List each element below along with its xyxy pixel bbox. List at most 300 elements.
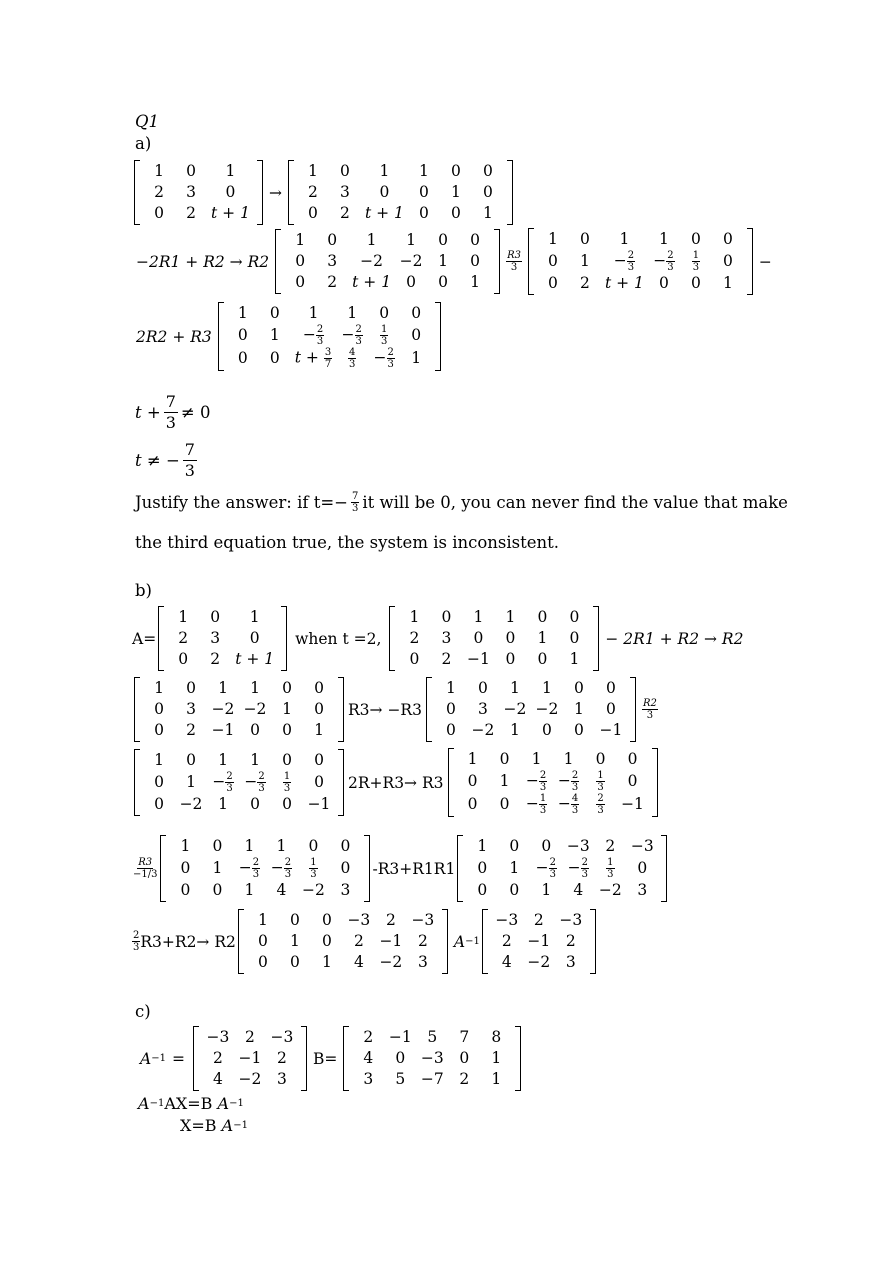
augmented-matrix: [448, 748, 658, 817]
matrix-cell: 0: [537, 608, 548, 626]
matrix-cell: 0: [450, 204, 461, 222]
matrix-cell: 2: [385, 911, 396, 929]
matrix-cell: − $\frac{2}{3}$: [653, 250, 674, 273]
matrix-cell: 0: [569, 608, 580, 626]
matrix-cell: 4: [501, 953, 512, 971]
matrix: [158, 606, 287, 671]
matrix-cell: 1: [244, 837, 255, 855]
matrix-cell: −3: [270, 1028, 294, 1046]
matrix-cell: 0: [250, 795, 260, 813]
matrix-cell: 0: [395, 1049, 406, 1067]
matrix-cell: 0: [722, 252, 733, 270]
matrix-cell: 0: [237, 349, 248, 367]
matrix-cell: 0: [289, 953, 300, 971]
matrix-cell: 0: [438, 273, 449, 291]
row-operation: −2R1 + R2 → R2: [136, 252, 270, 271]
matrix-cell: 7: [459, 1028, 470, 1046]
matrix-cell: $\frac{1}{3}$: [607, 857, 614, 880]
c-line2: X=B A −1: [180, 1116, 248, 1135]
matrix-cell: 0: [505, 629, 516, 647]
matrix-cell: 0: [509, 837, 520, 855]
matrix-cell: − $\frac{2}{3}$: [341, 324, 362, 347]
matrix-cell: 1: [406, 231, 417, 249]
matrix-cell: 0: [473, 629, 484, 647]
matrix-cell: 3: [417, 953, 428, 971]
right-bracket: [281, 606, 287, 671]
matrix-cell: 0: [321, 911, 332, 929]
matrix-cell: t + 1: [604, 274, 644, 292]
matrix-cell: 3: [210, 629, 221, 647]
matrix-cell: −1: [307, 795, 331, 813]
matrix-cell: 1: [477, 837, 488, 855]
matrix-cell: $\frac{4}{3}$: [349, 347, 356, 370]
matrix-cell: 2: [340, 204, 350, 222]
matrix-cell: 1: [250, 679, 260, 697]
matrix-cell: 0: [210, 608, 221, 626]
matrix-cell: 1: [237, 304, 248, 322]
matrix-cell: 1: [491, 1049, 502, 1067]
augmented-matrix: [275, 229, 500, 294]
matrix-cell: 1: [186, 773, 196, 791]
matrix-cell: $\frac{1}{3}$: [692, 250, 700, 273]
matrix-cell: −3: [566, 837, 590, 855]
right-bracket: [661, 835, 667, 902]
matrix-cell: 1: [218, 751, 228, 769]
matrix-cell: 0: [327, 231, 338, 249]
matrix-cell: − $\frac{2}{3}$: [270, 857, 292, 880]
matrix-cell: 2: [154, 183, 164, 201]
matrix-cell: −2: [535, 700, 559, 718]
matrix-cell: 3: [637, 881, 648, 899]
matrix-cell: 1: [249, 608, 260, 626]
matrix-cell: 1: [467, 750, 478, 768]
a-step2: [132, 228, 776, 295]
condition-1: t + $\frac{7}{3}$ ≠ 0: [135, 392, 211, 432]
matrix-cell: − $\frac{2}{3}$: [557, 770, 579, 793]
matrix-cell: 0: [606, 679, 616, 697]
matrix-cell: 0: [446, 700, 456, 718]
matrix-cell: 0: [314, 679, 324, 697]
matrix-cell: 4: [353, 953, 364, 971]
matrix-cell: 1: [563, 750, 574, 768]
matrix-cell: −3: [411, 911, 435, 929]
matrix-cell: 2: [245, 1028, 255, 1046]
augmented-matrix: [160, 835, 370, 902]
matrix-cell: 0: [225, 183, 236, 201]
justification-line-1: Justify the answer: if t=− $\frac{7}{3}$ it will be 0, you can never find the value that make: [135, 491, 788, 514]
matrix-cell: 2: [363, 1028, 374, 1046]
matrix-cell: −2: [503, 700, 527, 718]
matrix-cell: 1: [411, 349, 422, 367]
matrix-cell: 1: [580, 252, 590, 270]
matrix-cell: 2: [565, 932, 576, 950]
augmented-matrix: [218, 302, 441, 371]
matrix-cell: 0: [690, 274, 701, 292]
matrix-cell: 0: [180, 881, 191, 899]
matrix-cell: 1: [154, 162, 164, 180]
right-bracket: [338, 749, 344, 816]
matrix-cell: 0: [477, 859, 488, 877]
matrix-cell: $\frac{1}{3}$: [597, 770, 604, 793]
matrix-cell: 1: [438, 252, 449, 270]
matrix-cell: 0: [308, 837, 319, 855]
b-row5: $\frac{2}{3}$ R3+R2→ R2 1 0 0 −3 2 −3 0 1 0 2 −1 2 0 0 1 4 −2 3 A −1 −3 2 −3 2 −1 2 4 −2 3: [132, 909, 598, 974]
matrix-cell: 1: [499, 772, 510, 790]
right-bracket: [364, 835, 370, 902]
matrix-cell: 0: [340, 859, 351, 877]
matrix-cell: t + $\frac{3}{7}$: [294, 347, 332, 370]
matrix-cell: 1: [321, 953, 332, 971]
matrix-cell: 0: [627, 750, 638, 768]
right-bracket: [494, 229, 500, 294]
matrix-cell: 1: [308, 162, 318, 180]
matrix-cell: $\frac{1}{3}$: [381, 324, 388, 347]
matrix-cell: 0: [459, 1049, 470, 1067]
matrix-cell: 0: [250, 721, 260, 739]
matrix-cell: 1: [569, 650, 580, 668]
inverse-matrix: [193, 1026, 307, 1091]
matrix-cell: $\frac{1}{3}$: [283, 771, 291, 794]
matrix-cell: 0: [406, 273, 417, 291]
matrix-cell: 8: [491, 1028, 502, 1046]
matrix-cell: 4: [363, 1049, 374, 1067]
matrix-cell: 0: [308, 204, 318, 222]
matrix-cell: 3: [327, 252, 338, 270]
matrix-cell: 2: [308, 183, 318, 201]
matrix-cell: 0: [722, 230, 733, 248]
matrix-cell: 1: [722, 274, 733, 292]
matrix-cell: 0: [186, 679, 196, 697]
matrix-cell: 3: [363, 1070, 374, 1088]
matrix-cell: 1: [473, 608, 484, 626]
matrix-cell: 0: [257, 953, 268, 971]
matrix-cell: 3: [186, 183, 196, 201]
matrix-cell: −2: [471, 721, 495, 739]
matrix-cell: 1: [542, 679, 552, 697]
matrix-cell: 1: [418, 162, 429, 180]
matrix-cell: 3: [340, 183, 350, 201]
matrix-cell: −3: [559, 911, 583, 929]
matrix-cell: 1: [154, 679, 164, 697]
matrix-cell: 0: [499, 795, 510, 813]
augmented-matrix: [426, 677, 636, 742]
matrix-cell: 0: [340, 837, 351, 855]
matrix-cell: 1: [509, 859, 520, 877]
matrix-cell: 0: [450, 162, 461, 180]
matrix-cell: 0: [542, 721, 552, 739]
question-label: Q1: [135, 112, 160, 131]
a-step1: [132, 160, 515, 225]
arrow: →: [268, 183, 282, 202]
matrix-cell: 0: [537, 650, 548, 668]
justification-line-2: the third equation true, the system is inconsistent.: [135, 533, 560, 552]
matrix-cell: 2: [186, 721, 196, 739]
matrix-cell: − $\frac{2}{3}$: [535, 857, 556, 880]
matrix-cell: 1: [180, 837, 191, 855]
augmented-matrix: [134, 677, 344, 742]
matrix-cell: 0: [295, 252, 306, 270]
matrix-cell: 0: [186, 162, 196, 180]
c-row1: A −1 = −3 2 −3 2 −1 2 4 −2 3 B= 2 −1 5 7 8 4 0 −3 0 1 3 5 −7 2 1: [140, 1026, 523, 1091]
matrix-cell: 2: [459, 1070, 470, 1088]
matrix-cell: 4: [573, 881, 584, 899]
matrix-cell: 0: [580, 230, 590, 248]
c-line1: A −1 AX=B A −1: [138, 1094, 244, 1113]
matrix-cell: 0: [212, 837, 223, 855]
matrix-cell: $\frac{1}{3}$: [310, 857, 317, 880]
right-bracket: [435, 302, 441, 371]
matrix-cell: 1: [491, 1070, 502, 1088]
matrix-cell: 1: [154, 751, 164, 769]
matrix-cell: 0: [627, 772, 638, 790]
augmented-matrix: [457, 835, 667, 902]
right-bracket: [630, 677, 636, 742]
right-bracket: [515, 1026, 521, 1091]
matrix-cell: 1: [295, 231, 306, 249]
matrix-cell: −2: [360, 252, 384, 270]
matrix-cell: 1: [658, 230, 669, 248]
matrix-cell: −2: [243, 700, 267, 718]
matrix-cell: −2: [379, 953, 403, 971]
matrix-cell: t + 1: [352, 273, 392, 291]
matrix-cell: 0: [154, 795, 164, 813]
matrix-cell: 1: [482, 204, 493, 222]
matrix-cell: − $\frac{1}{3}$: [525, 793, 547, 816]
matrix-cell: 1: [276, 837, 287, 855]
matrix-cell: − $\frac{2}{3}$: [244, 771, 265, 794]
right-bracket: [593, 606, 599, 671]
matrix-cell: 1: [510, 721, 520, 739]
matrix-cell: 1: [379, 162, 390, 180]
matrix-cell: −2: [527, 953, 551, 971]
matrix-cell: 1: [269, 326, 280, 344]
matrix-cell: 0: [180, 859, 191, 877]
matrix-cell: 0: [478, 679, 488, 697]
matrix-cell: 0: [340, 162, 350, 180]
matrix-cell: −1: [527, 932, 551, 950]
matrix-cell: 0: [295, 273, 306, 291]
matrix-cell: 2: [178, 629, 189, 647]
matrix-cell: −1: [621, 795, 644, 813]
matrix-cell: 2: [580, 274, 590, 292]
right-bracket: [257, 160, 263, 225]
matrix-cell: 0: [470, 252, 481, 270]
matrix-cell: 0: [509, 881, 520, 899]
matrix-cell: −1: [211, 721, 235, 739]
matrix-cell: 1: [257, 911, 268, 929]
matrix-cell: 0: [409, 650, 420, 668]
matrix-cell: $\frac{2}{3}$: [597, 793, 604, 816]
matrix-cell: 0: [411, 304, 422, 322]
matrix-cell: 0: [186, 751, 196, 769]
matrix-cell: 0: [418, 204, 429, 222]
matrix-cell: −1: [599, 721, 623, 739]
matrix-cell: 2: [210, 650, 221, 668]
matrix-cell: −3: [630, 837, 654, 855]
matrix-cell: 1: [282, 700, 292, 718]
matrix-cell: 0: [282, 751, 292, 769]
matrix-cell: − $\frac{2}{3}$: [302, 324, 324, 347]
matrix-cell: 2: [327, 273, 338, 291]
matrix-cell: −7: [420, 1070, 444, 1088]
matrix-cell: − $\frac{2}{3}$: [212, 771, 233, 794]
augmented-matrix: [528, 228, 753, 295]
b-row3: 1 0 1 1 0 0 0 1 − $\frac{2}{3}$ − $\frac{2}{3}$ $\frac{1}{3}$ 0 0 −2 1 0 0 −1 2R+R3→ R3 1 0 1 1 0 0 0 1 − $\frac{2}{3}$ − $\frac{2}{3}$ $\frac{1}{3}$ 0 0 0 − $\frac{1}{3}$ − $\frac{4}{3}$ $\frac{2}{3}$ −1: [132, 748, 660, 817]
matrix-cell: 1: [244, 881, 255, 899]
matrix-cell: − $\frac{2}{3}$: [373, 347, 394, 370]
row-operation-fraction: $\frac{R3}{3}$: [507, 250, 521, 273]
matrix-cell: 0: [379, 183, 390, 201]
matrix-cell: −3: [347, 911, 371, 929]
matrix-cell: 0: [418, 183, 429, 201]
matrix-cell: −1: [238, 1049, 262, 1067]
matrix-cell: 0: [690, 230, 701, 248]
right-bracket: [507, 160, 513, 225]
matrix-cell: 2: [605, 837, 616, 855]
matrix-cell: 0: [637, 859, 648, 877]
matrix-cell: 2: [353, 932, 364, 950]
matrix-cell: 1: [218, 679, 228, 697]
matrix-cell: 1: [450, 183, 461, 201]
matrix-cell: 1: [470, 273, 481, 291]
matrix-cell: 2: [501, 932, 512, 950]
right-bracket: [301, 1026, 307, 1091]
matrix-cell: 0: [574, 679, 584, 697]
matrix-cell: 0: [541, 837, 552, 855]
matrix-cell: 2: [213, 1049, 223, 1067]
matrix-cell: −3: [495, 911, 519, 929]
augmented-matrix: [238, 909, 448, 974]
matrix-cell: 1: [531, 750, 542, 768]
matrix-cell: −2: [179, 795, 203, 813]
matrix-cell: −2: [238, 1070, 262, 1088]
matrix-cell: 5: [395, 1070, 406, 1088]
matrix-cell: 0: [446, 721, 456, 739]
matrix-cell: 0: [569, 629, 580, 647]
matrix-cell: 0: [282, 721, 292, 739]
matrix-cell: 1: [225, 162, 236, 180]
right-bracket: [442, 909, 448, 974]
matrix-cell: 1: [308, 304, 319, 322]
matrix-cell: 0: [470, 231, 481, 249]
matrix-cell: 0: [282, 795, 292, 813]
matrix-cell: 2: [417, 932, 428, 950]
matrix-cell: 0: [212, 881, 223, 899]
matrix-cell: 0: [441, 608, 452, 626]
matrix-cell: −1: [379, 932, 403, 950]
matrix-cell: 0: [467, 772, 478, 790]
matrix-cell: 1: [212, 859, 223, 877]
right-bracket: [338, 677, 344, 742]
matrix-cell: 1: [446, 679, 456, 697]
matrix-cell: −1: [388, 1028, 412, 1046]
matrix-cell: 1: [409, 608, 420, 626]
matrix-cell: 0: [379, 304, 390, 322]
matrix-cell: 1: [619, 230, 630, 248]
matrix-cell: 0: [154, 204, 164, 222]
b-row4: $\frac{R3}{-1/3}$ 1 0 1 1 0 0 0 1 − $\frac{2}{3}$ − $\frac{2}{3}$ $\frac{1}{3}$ 0 0 0 1 4 −2 3 -R3+R1R1 1 0 0 −3 2 −3 0 1 − $\frac{2}{3}$ − $\frac{2}{3}$ $\frac{1}{3}$ 0 0 0 1 4 −2 3: [132, 835, 669, 902]
matrix-cell: t + 1: [211, 204, 250, 222]
matrix-cell: 1: [574, 700, 584, 718]
b-row2: 1 0 1 1 0 0 0 3 −2 −2 1 0 0 2 −1 0 0 1 R3→ −R3 1 0 1 1 0 0 0 3 −2 −2 1 0 0 −2 1 0 0 −1 $\frac{R2}{3}$: [132, 677, 662, 742]
matrix-cell: 1: [314, 721, 324, 739]
matrix-cell: 0: [477, 881, 488, 899]
matrix-cell: 4: [276, 881, 287, 899]
matrix-cell: 1: [289, 932, 300, 950]
trailing-sign: −: [758, 252, 772, 271]
matrix-cell: 0: [548, 274, 558, 292]
matrix-cell: 0: [482, 162, 493, 180]
matrix-cell: 0: [249, 629, 260, 647]
matrix-cell: − $\frac{2}{3}$: [613, 250, 635, 273]
matrix-cell: −2: [302, 881, 325, 899]
matrix-cell: 0: [595, 750, 606, 768]
matrix-cell: 0: [499, 750, 510, 768]
matrix-cell: 0: [289, 911, 300, 929]
matrix-cell: 0: [482, 183, 493, 201]
matrix-cell: 1: [218, 795, 228, 813]
matrix-cell: 0: [154, 700, 164, 718]
matrix-cell: 0: [658, 274, 669, 292]
augmented-matrix: [288, 160, 513, 225]
matrix-cell: 0: [505, 650, 516, 668]
matrix-cell: 2: [409, 629, 420, 647]
matrix-cell: 0: [257, 932, 268, 950]
matrix-cell: −1: [466, 650, 490, 668]
matrix-cell: 0: [438, 231, 449, 249]
matrix-cell: 0: [269, 349, 280, 367]
matrix-cell: 3: [340, 881, 351, 899]
matrix-cell: 2: [533, 911, 544, 929]
matrix-cell: 1: [366, 231, 377, 249]
matrix-cell: −2: [211, 700, 235, 718]
matrix-cell: 3: [478, 700, 488, 718]
condition-2: t ≠ − $\frac{7}{3}$: [135, 440, 195, 480]
matrix-cell: 0: [467, 795, 478, 813]
right-bracket: [652, 748, 658, 817]
matrix-cell: −3: [206, 1028, 230, 1046]
b-row1: A= 1 0 1 2 3 0 0 2 t + 1 when t =2, 1 0 1 1 0 0 2 3 0 0 1 0 0 2 −1 0 0 1 − 2R1 + R2 → R2: [132, 606, 747, 671]
matrix-cell: 0: [154, 721, 164, 739]
matrix-cell: 1: [541, 881, 552, 899]
matrix-cell: 4: [213, 1070, 223, 1088]
matrix-cell: 3: [186, 700, 196, 718]
augmented-matrix: [134, 749, 344, 816]
right-bracket: [590, 909, 596, 974]
part-c-label: c): [135, 1002, 151, 1021]
matrix-cell: 0: [411, 326, 422, 344]
matrix-cell: 3: [565, 953, 576, 971]
matrix-b: [343, 1026, 521, 1091]
matrix-cell: t + 1: [235, 650, 275, 668]
matrix-cell: t + 1: [364, 204, 404, 222]
matrix-cell: 0: [314, 751, 324, 769]
matrix-cell: −2: [598, 881, 622, 899]
matrix-cell: 3: [441, 629, 452, 647]
matrix-cell: 1: [505, 608, 516, 626]
matrix-cell: − $\frac{4}{3}$: [557, 793, 579, 816]
matrix-cell: 0: [282, 679, 292, 697]
matrix-cell: 1: [548, 230, 558, 248]
matrix-cell: 2: [441, 650, 452, 668]
a-step3: [132, 302, 443, 371]
matrix-cell: −3: [420, 1049, 444, 1067]
matrix-cell: 0: [154, 773, 164, 791]
matrix-cell: 1: [178, 608, 189, 626]
matrix-cell: 3: [277, 1070, 287, 1088]
matrix: [134, 160, 263, 225]
augmented-matrix: [389, 606, 599, 671]
